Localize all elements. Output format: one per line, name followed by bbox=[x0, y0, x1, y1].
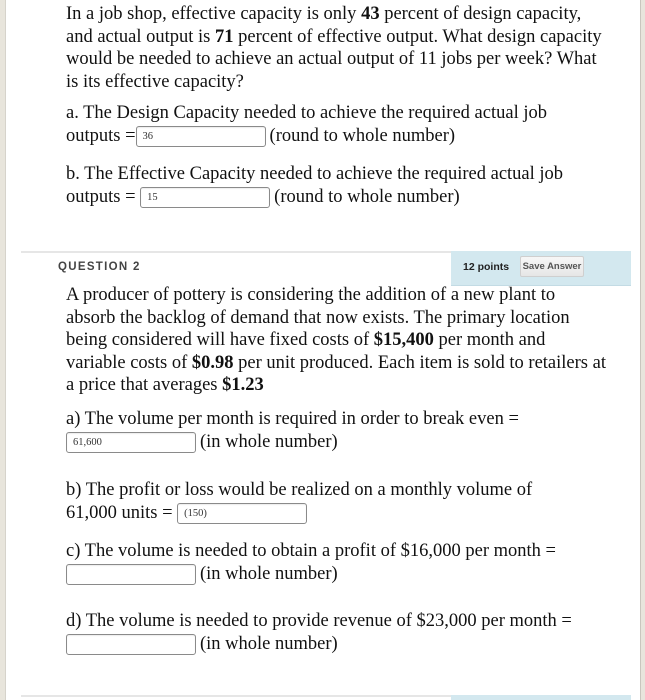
design-capacity-input[interactable]: 36 bbox=[136, 126, 266, 147]
part-c-label: c) The volume is needed to obtain a profit of $16,000 per month = bbox=[66, 541, 556, 561]
fixed-costs-value: $15,400 bbox=[373, 330, 434, 350]
question-2-part-d bbox=[66, 610, 606, 655]
profit-loss-input[interactable]: (150) bbox=[177, 503, 307, 524]
part-a-label: a) The volume per month is required in order to break even = bbox=[66, 409, 519, 429]
save-answer-button[interactable]: Save Answer bbox=[520, 256, 584, 277]
question-2-part-a bbox=[66, 408, 606, 453]
part-b-label-units: 61,000 units = bbox=[66, 502, 173, 523]
next-points-panel bbox=[451, 695, 631, 700]
part-b-hint: (round to whole number) bbox=[274, 186, 460, 207]
prompt-text: A producer of pottery is considering the addition of a new plant to absorb the backlog of demand that now exists. The primary location being considered will have fixed costs of bbox=[66, 285, 570, 350]
variable-costs-value: $0.98 bbox=[191, 352, 234, 373]
effective-capacity-input[interactable]: 15 bbox=[140, 187, 270, 208]
part-a-hint: (in whole number) bbox=[200, 431, 338, 452]
prompt-text: per unit produced. Each item is sold to retailers at a price that averages bbox=[66, 352, 606, 395]
part-d-hint: (in whole number) bbox=[200, 633, 338, 654]
actual-output-percent: 71 bbox=[215, 26, 234, 47]
prompt-text: percent of design capacity, and actual output is bbox=[66, 4, 582, 47]
question-number: QUESTION 2 bbox=[58, 261, 141, 273]
part-c-hint: (in whole number) bbox=[200, 563, 338, 584]
question-2-part-c bbox=[66, 540, 606, 585]
break-even-volume-input[interactable]: 61,600 bbox=[66, 432, 196, 453]
prompt-text: In a job shop, effective capacity is only bbox=[66, 4, 362, 24]
prompt-text: percent of effective output. What design capacity would be needed to achieve an actual output of 11 jobs per week? What is its effective capacity? bbox=[66, 26, 602, 92]
question-2-part-b bbox=[66, 479, 606, 524]
part-a-hint: (round to whole number) bbox=[269, 125, 456, 146]
points-panel bbox=[451, 251, 631, 286]
revenue-volume-input[interactable] bbox=[66, 634, 196, 655]
effective-capacity-percent: 43 bbox=[361, 4, 380, 24]
price-value: $1.23 bbox=[222, 375, 264, 395]
profit-volume-input[interactable] bbox=[66, 564, 196, 585]
question-1-prompt bbox=[66, 3, 606, 93]
points-value: 12 points bbox=[463, 261, 510, 273]
question-1-part-a bbox=[66, 102, 606, 147]
next-question-divider bbox=[21, 695, 631, 700]
part-a-label: a. The Design Capacity needed to achieve the required actual job outputs = bbox=[66, 103, 547, 146]
question-2-header bbox=[21, 251, 631, 284]
question-page bbox=[5, 0, 641, 700]
question-2-prompt bbox=[66, 284, 606, 397]
part-b-label: b) The profit or loss would be realized on a monthly volume of bbox=[66, 480, 533, 500]
part-b-label: b. The Effective Capacity needed to achieve the required actual job outputs = bbox=[66, 164, 564, 207]
question-1-part-b bbox=[66, 163, 606, 208]
prompt-text: per month and variable costs of bbox=[66, 330, 546, 373]
part-d-label: d) The volume is needed to provide revenue of $23,000 per month = bbox=[66, 611, 572, 631]
